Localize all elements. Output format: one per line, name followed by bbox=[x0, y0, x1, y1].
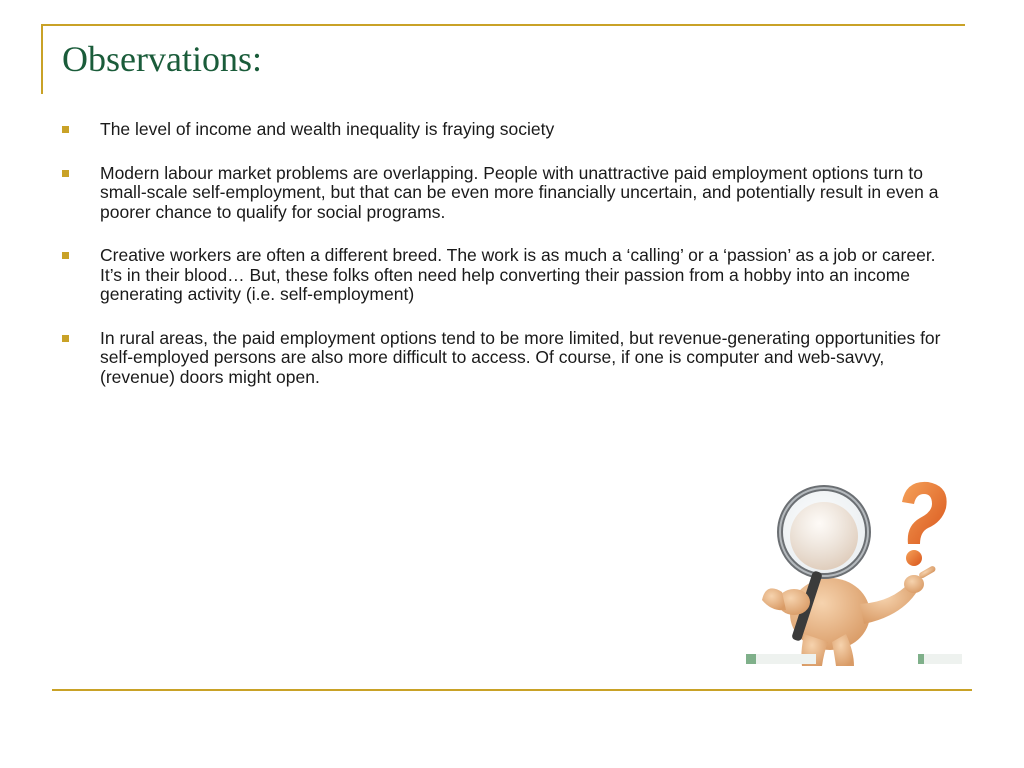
bullet-square-icon bbox=[62, 170, 69, 177]
footer-rule bbox=[52, 689, 972, 691]
frame-left-rule bbox=[41, 24, 43, 94]
bullet-item bbox=[62, 164, 952, 223]
slide-title: Observations: bbox=[62, 39, 262, 79]
bullet-item bbox=[62, 329, 952, 388]
bullet-text: Modern labour market problems are overlapping. People with unattractive paid employment options turn to small-scale self-employment, but that can be even more financially uncertain, and potentially result in even a poorer chance to qualify for social programs. bbox=[100, 162, 939, 222]
bullet-text: The level of income and wealth inequality is fraying society bbox=[100, 119, 555, 139]
bullet-list bbox=[62, 120, 952, 411]
frame-top-rule bbox=[41, 24, 965, 26]
bullet-square-icon bbox=[62, 126, 69, 133]
magnifier-figure-illustration bbox=[742, 474, 966, 670]
bullet-square-icon bbox=[62, 252, 69, 259]
bullet-text: In rural areas, the paid employment options tend to be more limited, but revenue-generating opportunities for self-employed persons are also more difficult to access. Of course, if one is computer and web-savvy, (revenue) doors might open. bbox=[100, 327, 941, 387]
bullet-square-icon bbox=[62, 335, 69, 342]
magnifier-figure-icon bbox=[742, 474, 966, 670]
bullet-item bbox=[62, 246, 952, 305]
bullet-text: Creative workers are often a different breed. The work is as much a ‘calling’ or a ‘passion’ as a job or career. It’s in their blood… But, these folks often need help converting their passion from a hobby into an income generating activity (i.e. self-employment) bbox=[100, 245, 936, 304]
bullet-item bbox=[62, 120, 952, 140]
